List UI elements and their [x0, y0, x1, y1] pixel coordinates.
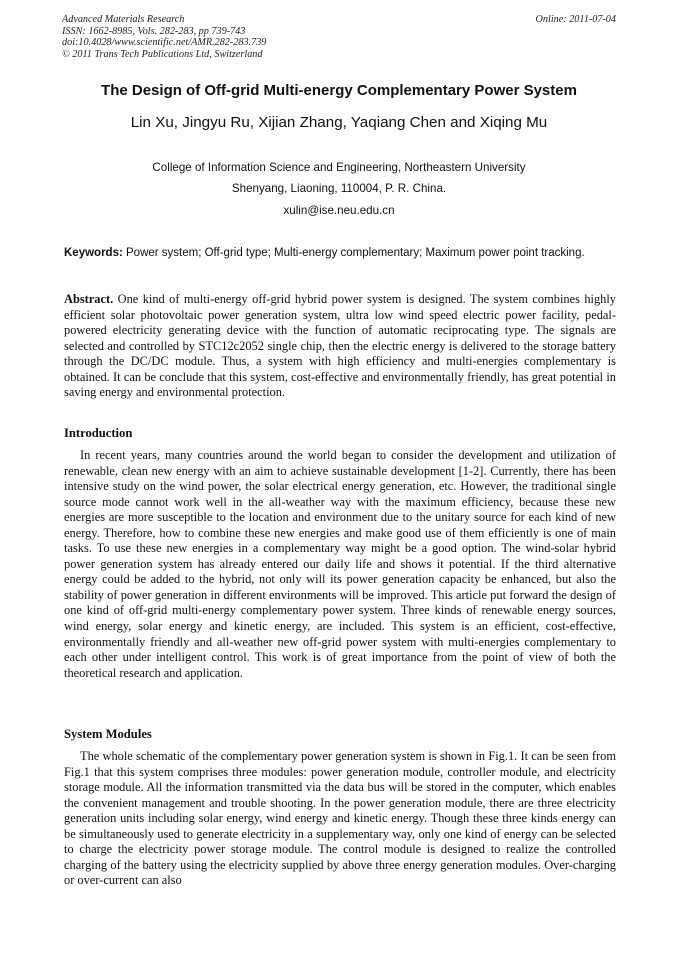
abstract-text: One kind of multi-energy off-grid hybrid power system is designed. The system combines highly efficient solar photovoltaic power generation system, ultra low wind speed electric power facility, pedal-powered electricity generating device with the function of automatic reciprocating type. The signals are selected and controlled by STC12c2052 single chip, then the electric energy is delivered to the storage battery through the DC/DC module. Thus, a system with high efficiency and multi-energies complementary is obtained. It can be conclude that this system, cost-effective and environmentally friendly, has great potential in saving energy and environmental protection. — [64, 292, 616, 400]
issn-line: ISSN: 1662-8985, Vols. 282-283, pp 739-743 — [62, 25, 246, 37]
address: Shenyang, Liaoning, 110004, P. R. China. — [231, 182, 447, 195]
paper-title: The Design of Off-grid Multi-energy Complementary Power System — [101, 82, 577, 99]
author-email: xulin@ise.neu.edu.cn — [283, 204, 395, 217]
introduction-heading: Introduction — [64, 426, 133, 440]
system-modules-body — [64, 749, 616, 889]
journal-header — [62, 14, 616, 60]
abstract-label: Abstract. — [64, 292, 114, 306]
introduction-paragraph: In recent years, many countries around the world began to consider the development and utilization of renewable, clean new energy with an aim to achieve sustainable development [1-2]. Currently, there has been intensive study on the wind power, the solar electrical energy generation, etc. However, the traditional single source mode cannot work well in the all-weather way with the maximum efficiency, because these new energies are more susceptible to the location and environment due to the unitary source for each kind of new energy. Therefore, how to combine these new energies and make good use of them efficiently is one of main tasks. To use these new energies in a complementary way might be a good option. The wind-solar hybrid power generation system has already entered our daily life and shows it potential. If the third alternative energy could be added to the hybrid, not only will its power generation capacity be enhanced, but also the stability of power generation in different environments will be improved. This article put forward the design of one kind of off-grid multi-energy complementary power system. Three kinds of renewable energy sources, wind energy, solar energy and kinetic energy, are included. This system is an efficient, cost-effective, environmentally friendly and all-weather new off-grid power system with multi-energies complementary to each other under intelligent control. This work is of great importance from the point of view of both the theoretical research and application. — [64, 448, 616, 680]
abstract — [64, 292, 616, 401]
keywords-text: Power system; Off-grid type; Multi-energy complementary; Maximum power point tracking. — [126, 247, 585, 259]
introduction-body — [64, 448, 616, 681]
keywords-label: Keywords: — [64, 247, 123, 259]
paper-authors: Lin Xu, Jingyu Ru, Xijian Zhang, Yaqiang Chen and Xiqing Mu — [130, 114, 548, 131]
system-modules-paragraph: The whole schematic of the complementary power generation system is shown in Fig.1. It can be seen from Fig.1 that this system comprises three modules: power generation module, controller module, and electricity storage module. All the information transmitted via the data bus will be stored in the computer, which enables the convenient management and trouble shooting. In the power generation module, there are three electricity generation units including solar energy, wind energy and kinetic energy. Though these three kinds energy can be simultaneously used to generate electricity in a supplementary way, only one kind of energy can be selected to charge the electricity power storage module. The control module is designed to realize the controlled charging of the battery using the electricity supplied by above three energy generation modules. Over-charging or over-current can also — [64, 749, 616, 888]
keywords — [64, 246, 616, 262]
online-date: Online: 2011-07-04 — [535, 14, 616, 25]
journal-name: Advanced Materials Research — [62, 14, 185, 25]
affiliation: College of Information Science and Engineering, Northeastern University — [152, 161, 526, 174]
copyright-line: © 2011 Trans Tech Publications Ltd, Switzerland — [62, 48, 263, 60]
system-modules-heading: System Modules — [64, 727, 152, 741]
doi-line: doi:10.4028/www.scientific.net/AMR.282-283.739 — [62, 37, 267, 49]
